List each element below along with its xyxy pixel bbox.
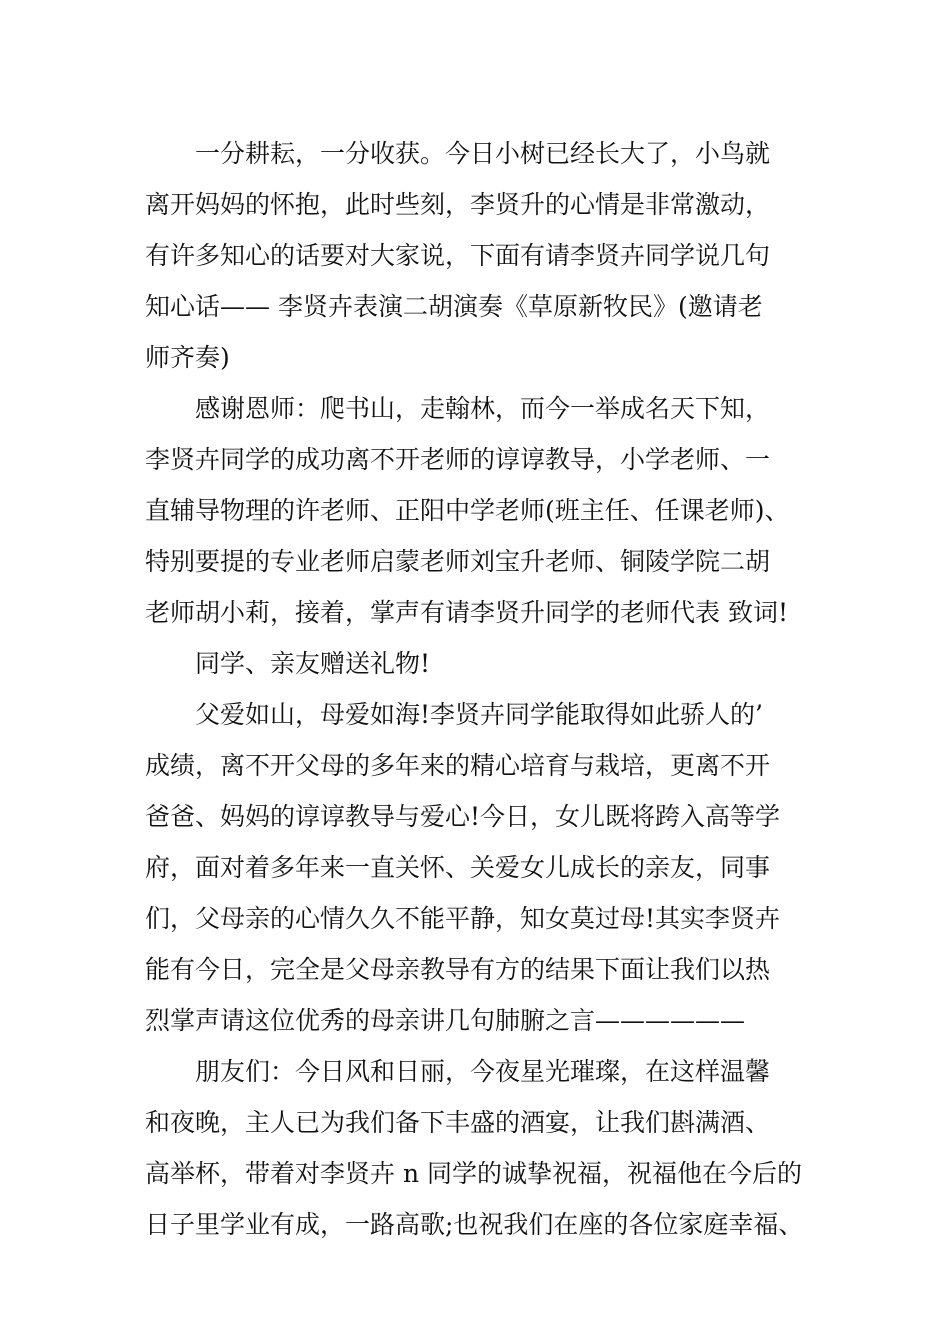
text-line: 感谢恩师：爬书山，走翰林，而今一举成名天下知，	[195, 394, 771, 423]
text-line: 高举杯，带着对李贤卉 n 同学的诚挚祝福，祝福他在今后的	[145, 1159, 802, 1188]
text-line: 们，父母亲的心情久久不能平静，知女莫过母!其实李贤卉	[145, 904, 781, 933]
text-line: 烈掌声请这位优秀的母亲讲几句肺腑之言——————	[145, 1006, 746, 1035]
text-line: 知心话—— 李贤卉表演二胡演奏《草原新牧民》(邀请老	[145, 292, 763, 321]
text-line: 离开妈妈的怀抱，此时些刻，李贤升的心情是非常激动，	[145, 190, 771, 219]
document-body	[145, 128, 845, 1250]
text-line: 能有今日，完全是父母亲教导有方的结果下面让我们以热	[145, 955, 771, 984]
text-line: 一分耕耘，一分收获。今日小树已经长大了，小鸟就	[195, 139, 771, 168]
text-line: 和夜晚，主人已为我们备下丰盛的酒宴，让我们斟满酒、	[145, 1108, 771, 1137]
text-line: 直辅导物理的许老师、正阳中学老师(班主任、任课老师)、	[145, 496, 790, 525]
text-line: 李贤卉同学的成功离不开老师的谆谆教导，小学老师、一	[145, 445, 771, 474]
text-line: 有许多知心的话要对大家说，下面有请李贤卉同学说几句	[145, 241, 771, 270]
text-line: 父爱如山，母爱如海!李贤卉同学能取得如此骄人的’	[195, 700, 763, 729]
text-line: 特别要提的专业老师启蒙老师刘宝升老师、铜陵学院二胡	[145, 547, 771, 576]
text-line: 日子里学业有成，一路高歌;也祝我们在座的各位家庭幸福、	[145, 1210, 804, 1239]
text-line: 同学、亲友赠送礼物!	[195, 649, 431, 678]
text-line: 府，面对着多年来一直关怀、关爱女儿成长的亲友，同事	[145, 853, 771, 882]
text-line: 师齐奏)	[145, 343, 230, 372]
text-line: 爸爸、妈妈的谆谆教导与爱心!今日，女儿既将跨入高等学	[145, 802, 781, 831]
text-line: 朋友们：今日风和日丽，今夜星光璀璨，在这样温馨	[195, 1057, 771, 1086]
text-line: 成绩，离不开父母的多年来的精心培育与栽培，更离不开	[145, 751, 771, 780]
text-line: 老师胡小莉，接着，掌声有请李贤升同学的老师代表 致词!	[145, 598, 788, 627]
